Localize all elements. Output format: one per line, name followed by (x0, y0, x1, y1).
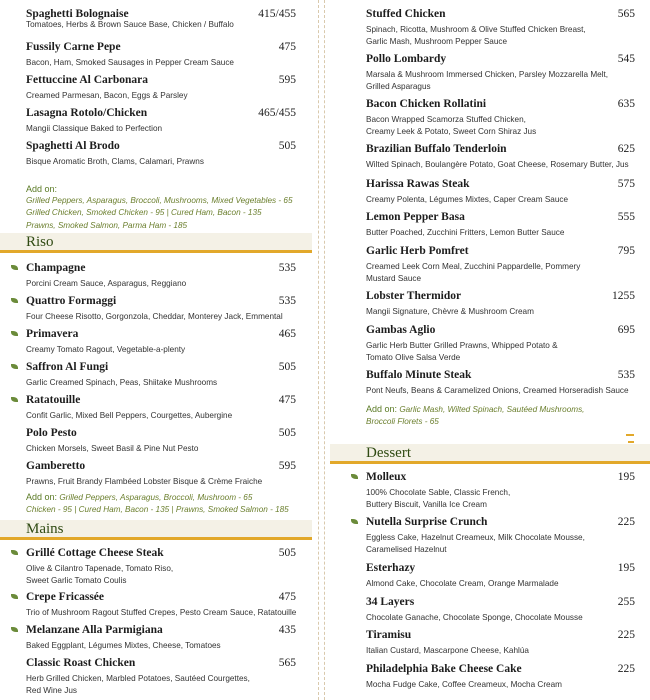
item-name: Classic Roast Chicken (26, 657, 136, 669)
item-price: 225 (617, 663, 635, 675)
addon-line: Prawns, Smoked Salmon, Parma Ham - 185 (26, 220, 188, 230)
item-price: 635 (617, 98, 635, 110)
item-price: 575 (617, 178, 635, 190)
item-description (366, 487, 510, 511)
item-name: Fussily Carne Pepe (26, 41, 121, 53)
leaf-icon (11, 265, 18, 270)
item-name: Gambas Aglio (366, 324, 436, 336)
item-description: Chicken Morsels, Sweet Basil & Pine Nut Pesto (26, 444, 199, 453)
item-description: Baked Eggplant, Légumes Mixtes, Cheese, Tomatoes (26, 641, 221, 650)
item-price: 475 (278, 591, 296, 603)
item-description: Italian Custard, Mascarpone Cheese, Kahlúa (366, 646, 529, 655)
section-underline (0, 537, 312, 540)
item-description: Butter Poached, Zucchini Fritters, Lemon Butter Sauce (366, 228, 565, 237)
addon-label: Add on: (26, 184, 58, 194)
item-name: Gamberetto (26, 460, 86, 472)
desc-line: Marsala & Mushroom Immersed Chicken, Parsley Mozzarella Melt, (366, 70, 609, 79)
item-name: Quattro Formaggi (26, 295, 117, 307)
addon-line: Chicken - 95 | Cured Ham, Bacon - 135 | Prawns, Smoked Salmon - 185 (26, 505, 289, 515)
item-price: 465/455 (258, 107, 296, 119)
desc-line: Garlic Herb Butter Grilled Prawns, Whipped Potato & (366, 341, 558, 350)
item-price: 555 (617, 211, 635, 223)
item-name: Pollo Lombardy (366, 53, 447, 65)
desc-line: Spinach, Ricotta, Mushroom & Olive Stuffed Chicken Breast, (366, 25, 586, 34)
leaf-icon (11, 594, 18, 599)
item-price: 625 (617, 143, 635, 155)
item-description (366, 532, 585, 556)
item-price: 475 (278, 41, 296, 53)
item-price: 255 (617, 596, 635, 608)
addon-line: Grilled Chicken, Smoked Chicken - 95 | Cured Ham, Bacon - 135 (26, 208, 262, 218)
item-name: Crepe Fricassée (26, 591, 105, 603)
item-price: 195 (617, 471, 635, 483)
section-header-riso (0, 233, 312, 253)
item-description: Wilted Spinach, Boulangère Potato, Goat Cheese, Rosemary Butter, Jus (366, 160, 629, 169)
item-description: Chocolate Ganache, Chocolate Sponge, Chocolate Mousse (366, 613, 583, 622)
column-divider (318, 0, 325, 700)
item-price: 505 (278, 140, 296, 152)
item-description: Four Cheese Risotto, Gorgonzola, Cheddar, Monterey Jack, Emmental (26, 312, 283, 321)
left-column (0, 0, 312, 700)
desc-line: Creamed Leek Corn Meal, Zucchini Pappardelle, Pommery (366, 262, 581, 271)
item-name: Melanzane Alla Parmigiana (26, 624, 163, 636)
section-underline (0, 250, 312, 253)
item-name: Spaghetti Al Brodo (26, 140, 120, 152)
addon-label: Add on: (26, 492, 58, 502)
item-price: 565 (617, 8, 635, 20)
desc-line: Sweet Garlic Tomato Coulis (26, 576, 127, 586)
leaf-icon (351, 519, 358, 524)
item-description: Creamy Polenta, Légumes Mixtes, Caper Cream Sauce (366, 195, 569, 204)
item-price: 565 (278, 657, 296, 669)
desc-line: 100% Chocolate Sable, Classic French, (366, 488, 511, 497)
item-name: Lemon Pepper Basa (366, 211, 465, 223)
item-name: Ratatouille (26, 394, 81, 406)
item-name: Esterhazy (366, 562, 416, 574)
item-price: 535 (617, 369, 635, 381)
item-name: Fettuccine Al Carbonara (26, 74, 149, 86)
item-description: Tomatoes, Herbs & Brown Sauce Base, Chicken / Buffalo (26, 20, 234, 29)
item-price: 435 (278, 624, 296, 636)
riso-addon (26, 491, 289, 516)
item-name: Polo Pesto (26, 427, 77, 439)
item-name: Primavera (26, 328, 79, 340)
addon-line: Grilled Peppers, Asparagus, Broccoli, Mushroom - 65 (59, 493, 253, 502)
section-title: Riso (26, 234, 54, 250)
item-price: 535 (278, 262, 296, 274)
item-price: 545 (617, 53, 635, 65)
addon-line: Grilled Peppers, Asparagus, Broccoli, Mushrooms, Mixed Vegetables - 65 (26, 196, 293, 206)
item-description: Mocha Fudge Cake, Coffee Creameux, Mocha Cream (366, 680, 562, 689)
addon-label: Add on: (366, 404, 398, 414)
item-description: Bacon, Ham, Smoked Sausages in Pepper Cream Sauce (26, 58, 234, 67)
item-name: Buffalo Minute Steak (366, 369, 472, 381)
item-price: 595 (278, 460, 296, 472)
desc-line: Olive & Cilantro Tapenade, Tomato Riso, (26, 564, 174, 573)
item-description: Mangii Classique Baked to Perfection (26, 124, 163, 133)
leaf-icon (11, 331, 18, 336)
desc-line: Buttery Biscuit, Vanilla Ice Cream (366, 500, 487, 510)
item-description: Porcini Cream Sauce, Asparagus, Reggiano (26, 279, 187, 288)
item-description (26, 673, 250, 697)
item-price: 225 (617, 629, 635, 641)
addon-line: Broccoli Florets - 65 (366, 417, 439, 427)
desc-line: Bacon Wrapped Scamorza Stuffed Chicken, (366, 115, 526, 124)
item-name: Bacon Chicken Rollatini (366, 98, 487, 110)
item-price: 415/455 (258, 8, 296, 20)
section-title: Mains (26, 521, 64, 537)
leaf-icon (351, 474, 358, 479)
item-name: Garlic Herb Pomfret (366, 245, 469, 257)
item-description: Garlic Creamed Spinach, Peas, Shiitake Mushrooms (26, 378, 218, 387)
item-price: 505 (278, 427, 296, 439)
item-name: Philadelphia Bake Cheese Cake (366, 663, 522, 675)
item-description: Pont Neufs, Beans & Caramelized Onions, Creamed Horseradish Sauce (366, 386, 629, 395)
desc-line: Mustard Sauce (366, 274, 422, 284)
item-name: Tiramisu (366, 629, 412, 641)
leaf-icon (11, 550, 18, 555)
leaf-icon (11, 364, 18, 369)
item-name: Champagne (26, 262, 86, 274)
desc-line: Red Wine Jus (26, 686, 77, 696)
item-name: Lasagna Rotolo/Chicken (26, 107, 148, 119)
item-description: Bisque Aromatic Broth, Clams, Calamari, Prawns (26, 157, 204, 166)
item-name: Grillé Cottage Cheese Steak (26, 547, 164, 559)
item-price: 195 (617, 562, 635, 574)
dessert-column (330, 0, 650, 700)
item-price: 225 (617, 516, 635, 528)
item-name: Harissa Rawas Steak (366, 178, 470, 190)
item-price: 505 (278, 361, 296, 373)
desc-line: Creamy Leek & Potato, Sweet Corn Shiraz Jus (366, 127, 537, 137)
item-name: 34 Layers (366, 596, 415, 608)
item-description (26, 563, 173, 587)
item-price: 595 (278, 74, 296, 86)
item-price: 695 (617, 324, 635, 336)
pasta-addon (26, 183, 293, 232)
desc-line: Grilled Asparagus (366, 82, 431, 92)
item-description: Creamy Tomato Ragout, Vegetable-a-plenty (26, 345, 186, 354)
item-price: 795 (617, 245, 635, 257)
item-price: 505 (278, 547, 296, 559)
leaf-icon (11, 397, 18, 402)
desc-line: Eggless Cake, Hazelnut Creameux, Milk Chocolate Mousse, (366, 533, 585, 542)
item-name: Nutella Surprise Crunch (366, 516, 488, 528)
item-price: 1255 (612, 290, 635, 302)
desc-line: Garlic Mash, Mushroom Pepper Sauce (366, 37, 508, 47)
leaf-icon (11, 298, 18, 303)
item-price: 465 (278, 328, 296, 340)
section-header-mains (0, 520, 312, 540)
item-name: Molleux (366, 471, 407, 483)
item-description: Confit Garlic, Mixed Bell Peppers, Courgettes, Aubergine (26, 411, 233, 420)
item-name: Saffron Al Fungi (26, 361, 109, 373)
section-title: Dessert (366, 445, 411, 461)
item-name: Spaghetti Bolognaise (26, 8, 129, 20)
desc-line: Caramelised Hazelnut (366, 545, 447, 555)
item-description: Creamed Parmesan, Bacon, Eggs & Parsley (26, 91, 188, 100)
item-price: 475 (278, 394, 296, 406)
addon-line: Garlic Mash, Wilted Spinach, Sautéed Mushrooms, (399, 405, 585, 414)
item-name: Stuffed Chicken (366, 8, 446, 20)
item-description: Trio of Mushroom Ragout Stuffed Crepes, Pesto Cream Sauce, Ratatouille (26, 608, 297, 617)
item-price: 535 (278, 295, 296, 307)
leaf-icon (11, 627, 18, 632)
item-description: Almond Cake, Chocolate Cream, Orange Marmalade (366, 579, 559, 588)
item-name: Brazilian Buffalo Tenderloin (366, 143, 507, 155)
desc-line: Herb Grilled Chicken, Marbled Potatoes, Sautéed Courgettes, (26, 674, 250, 683)
item-name: Lobster Thermidor (366, 290, 462, 302)
item-description: Prawns, Fruit Brandy Flambéed Lobster Bisque & Crème Fraiche (26, 477, 263, 486)
item-description: Mangii Signature, Chèvre & Mushroom Cream (366, 307, 534, 316)
desc-line: Tomato Olive Salsa Verde (366, 353, 461, 363)
